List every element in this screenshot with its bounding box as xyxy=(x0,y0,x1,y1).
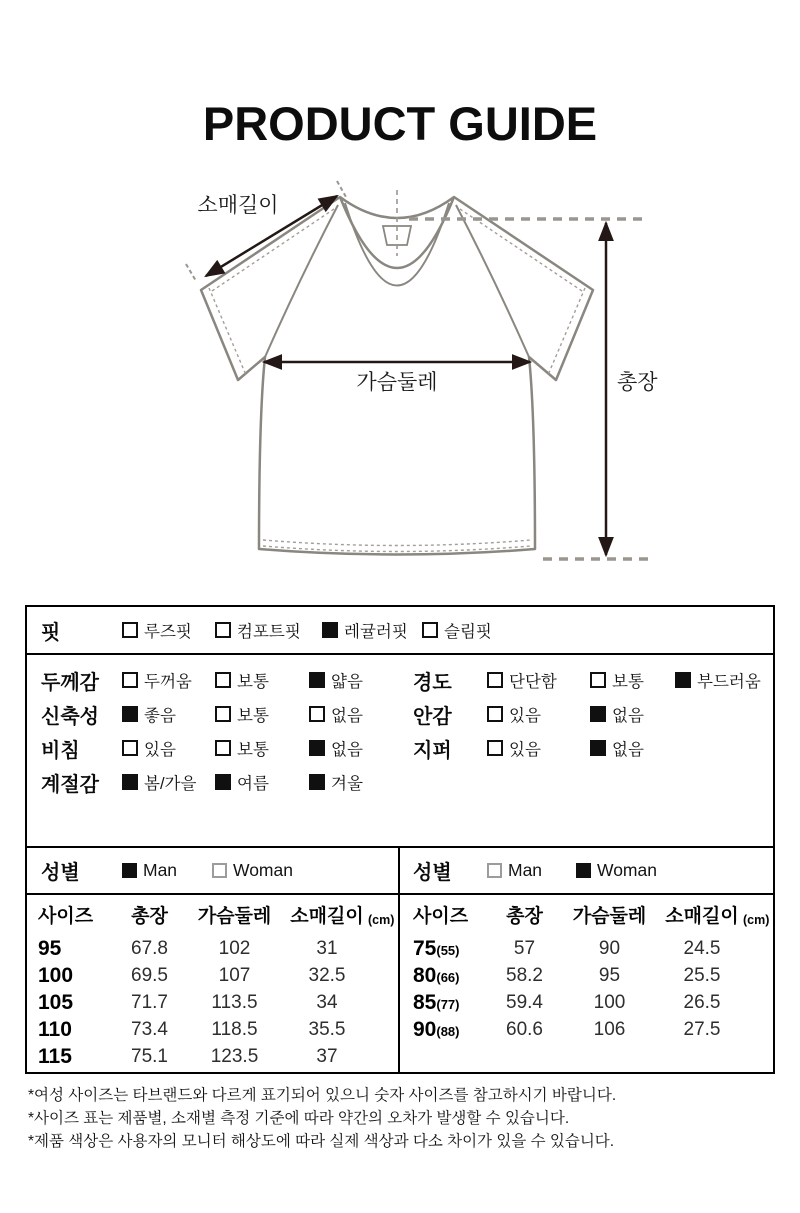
attribute-label: 신축성 xyxy=(41,705,99,728)
col-header-sleeve: 소매길이 xyxy=(290,906,364,927)
attribute-label: 두께감 xyxy=(41,671,99,694)
attributes-section xyxy=(27,655,773,848)
chest-cell: 95 xyxy=(598,964,621,986)
size-cell: 90(88) xyxy=(413,1017,460,1041)
page-title: PRODUCT GUIDE xyxy=(202,97,598,150)
col-header-size: 사이즈 xyxy=(38,906,94,927)
gender-label: 성별 xyxy=(41,862,80,884)
checkbox-icon xyxy=(215,622,231,638)
option-label: Woman xyxy=(233,860,293,880)
checkbox-icon xyxy=(675,672,691,688)
option-label: 보통 xyxy=(237,707,269,725)
attribute-option xyxy=(215,736,309,760)
size-table-header xyxy=(400,895,773,935)
attribute-option xyxy=(122,668,215,692)
checkbox-icon xyxy=(122,622,138,638)
length-cell: 59.4 xyxy=(506,991,543,1013)
checkbox-icon xyxy=(576,863,591,878)
col-header-chest: 가슴둘레 xyxy=(197,906,272,927)
option-label: 보통 xyxy=(612,673,644,691)
attribute-label: 계절감 xyxy=(41,773,99,796)
size-table-row xyxy=(400,989,773,1016)
option-label: 좋음 xyxy=(144,707,176,725)
attribute-label: 안감 xyxy=(413,705,452,728)
sleeve-cell: 27.5 xyxy=(683,1018,721,1040)
size-cell: 110 xyxy=(38,1017,72,1041)
size-cell: 80(66) xyxy=(413,963,460,987)
gender-option xyxy=(576,860,657,881)
option-label: 보통 xyxy=(237,741,269,759)
sleeve-cell: 34 xyxy=(316,991,338,1013)
footnote-line: *제품 색상은 사용자의 모니터 해상도에 따라 실제 색상과 다소 차이가 있을 수 있습니다. xyxy=(28,1133,615,1150)
attribute-row xyxy=(27,663,400,697)
sleeve-cell: 24.5 xyxy=(683,937,721,959)
option-label: 컴포트핏 xyxy=(237,623,301,641)
checkbox-icon xyxy=(122,774,138,790)
checkbox-icon xyxy=(122,706,138,722)
option-label: 없음 xyxy=(612,707,644,725)
option-label: 있음 xyxy=(509,741,541,759)
size-table-row xyxy=(27,1016,398,1043)
option-label: 있음 xyxy=(509,707,541,725)
attribute-option xyxy=(487,668,590,692)
checkbox-icon xyxy=(215,706,231,722)
checkbox-icon xyxy=(122,672,138,688)
fit-label: 핏 xyxy=(41,621,61,644)
unit-label: (cm) xyxy=(368,913,395,927)
option-label: 루즈핏 xyxy=(144,623,192,641)
attribute-option xyxy=(122,702,215,726)
attribute-option xyxy=(215,770,309,794)
size-table-row xyxy=(27,935,398,962)
attribute-option xyxy=(309,770,363,794)
attribute-option xyxy=(215,668,309,692)
option-label: 있음 xyxy=(144,741,176,759)
checkbox-icon xyxy=(487,672,503,688)
checkbox-icon xyxy=(590,740,606,756)
option-label: 얇음 xyxy=(331,673,363,691)
checkbox-icon xyxy=(215,672,231,688)
checkbox-icon xyxy=(215,774,231,790)
option-label: Man xyxy=(508,860,543,880)
attribute-row xyxy=(400,663,773,697)
checkbox-icon xyxy=(122,740,138,756)
attribute-row xyxy=(27,697,400,731)
sleeve-cell: 31 xyxy=(316,937,338,959)
chest-cell: 102 xyxy=(218,937,251,959)
fit-option xyxy=(122,618,215,642)
chest-cell: 100 xyxy=(593,991,626,1013)
size-table-row xyxy=(400,962,773,989)
attribute-row xyxy=(27,731,400,765)
women-size-table xyxy=(400,848,773,1072)
attribute-option xyxy=(487,736,590,760)
attribute-option xyxy=(675,668,761,692)
chest-label: 가슴둘레 xyxy=(356,371,438,394)
tshirt-measurement-diagram xyxy=(0,160,800,605)
attribute-option xyxy=(309,668,363,692)
size-section xyxy=(27,848,773,1072)
option-label: 부드러움 xyxy=(697,673,761,691)
checkbox-icon xyxy=(590,706,606,722)
gender-row xyxy=(400,848,773,895)
option-label: 없음 xyxy=(331,707,363,725)
checkbox-icon xyxy=(122,863,137,878)
option-label: 슬림핏 xyxy=(444,623,492,641)
sleeve-tick-bottom xyxy=(186,264,196,281)
chest-cell: 106 xyxy=(593,1018,626,1040)
length-cell: 57 xyxy=(513,937,536,959)
checkbox-icon xyxy=(212,863,227,878)
sleeve-tick-top xyxy=(337,181,346,197)
col-header-chest: 가슴둘레 xyxy=(572,906,647,927)
option-label: 겨울 xyxy=(331,775,363,793)
attribute-option xyxy=(590,668,675,692)
size-table-row xyxy=(400,935,773,962)
size-cell: 105 xyxy=(38,990,74,1014)
gender-option xyxy=(122,860,212,881)
size-table-row xyxy=(27,989,398,1016)
size-cell: 95 xyxy=(38,936,62,960)
attribute-option xyxy=(122,770,215,794)
attribute-option xyxy=(487,702,590,726)
col-header-length: 총장 xyxy=(131,906,168,927)
sleeve-cell: 35.5 xyxy=(308,1018,346,1040)
gender-option xyxy=(487,860,576,881)
footnote-line: *여성 사이즈는 타브랜드와 다르게 표기되어 있으니 숫자 사이즈를 참고하시기 바랍니다. xyxy=(28,1087,617,1104)
attribute-row xyxy=(400,731,773,765)
option-label: 여름 xyxy=(237,775,269,793)
option-label: 보통 xyxy=(237,673,269,691)
length-cell: 69.5 xyxy=(131,964,168,986)
fit-option xyxy=(422,618,492,642)
checkbox-icon xyxy=(422,622,438,638)
attribute-row xyxy=(27,765,400,799)
gender-option xyxy=(212,860,293,881)
spec-table xyxy=(25,605,775,1074)
length-cell: 71.7 xyxy=(131,991,168,1013)
option-label: 없음 xyxy=(331,741,363,759)
checkbox-icon xyxy=(322,622,338,638)
sleeve-length-label: 소매길이 xyxy=(197,194,279,217)
size-table-row xyxy=(400,1016,773,1043)
attribute-option xyxy=(122,736,215,760)
attributes-left-column xyxy=(27,663,400,846)
sleeve-cell: 32.5 xyxy=(308,964,346,986)
checkbox-icon xyxy=(215,740,231,756)
option-label: Man xyxy=(143,860,178,880)
chest-cell: 90 xyxy=(598,937,621,959)
size-table-row xyxy=(27,962,398,989)
length-cell: 67.8 xyxy=(131,937,168,959)
checkbox-icon xyxy=(590,672,606,688)
sleeve-cell: 37 xyxy=(316,1045,338,1067)
checkbox-icon xyxy=(487,863,502,878)
size-cell: 85(77) xyxy=(413,990,460,1014)
attribute-label: 비침 xyxy=(41,739,80,762)
fit-row xyxy=(27,607,773,655)
option-label: 레귤러핏 xyxy=(344,623,408,641)
fit-option xyxy=(215,618,322,642)
option-label: 봄/가을 xyxy=(144,775,197,793)
checkbox-icon xyxy=(487,740,503,756)
checkbox-icon xyxy=(309,672,325,688)
checkbox-icon xyxy=(309,774,325,790)
col-header-length: 총장 xyxy=(506,906,543,927)
size-table-row xyxy=(27,1043,398,1070)
total-length-label: 총장 xyxy=(617,371,658,394)
attribute-option xyxy=(309,702,363,726)
attribute-option xyxy=(590,702,644,726)
option-label: 없음 xyxy=(612,741,644,759)
fit-option xyxy=(322,618,422,642)
attribute-row xyxy=(400,697,773,731)
attribute-option xyxy=(590,736,644,760)
length-cell: 75.1 xyxy=(131,1045,168,1067)
col-header-size: 사이즈 xyxy=(413,906,469,927)
length-cell: 58.2 xyxy=(506,964,543,986)
sleeve-cell: 25.5 xyxy=(683,964,721,986)
attribute-label: 경도 xyxy=(413,671,452,694)
size-cell: 100 xyxy=(38,963,74,987)
attributes-right-column xyxy=(400,663,773,846)
attribute-label: 지퍼 xyxy=(413,739,452,762)
col-header-sleeve: 소매길이 xyxy=(665,906,739,927)
length-cell: 60.6 xyxy=(506,1018,543,1040)
size-table-header xyxy=(27,895,398,935)
footnote-line: *사이즈 표는 제품별, 소재별 측정 기준에 따라 약간의 오차가 발생할 수 있습니다. xyxy=(28,1110,570,1127)
attribute-option xyxy=(309,736,363,760)
length-cell: 73.4 xyxy=(131,1018,168,1040)
gender-label: 성별 xyxy=(413,862,452,884)
size-cell: 115 xyxy=(38,1044,72,1068)
chest-cell: 118.5 xyxy=(211,1018,258,1040)
option-label: 두꺼움 xyxy=(144,673,192,691)
size-cell: 75(55) xyxy=(413,936,460,960)
unit-label: (cm) xyxy=(743,913,770,927)
chest-cell: 113.5 xyxy=(211,991,258,1013)
checkbox-icon xyxy=(309,706,325,722)
gender-row xyxy=(27,848,398,895)
footnotes xyxy=(28,1084,616,1153)
option-label: 단단함 xyxy=(509,673,557,691)
attribute-option xyxy=(215,702,309,726)
chest-cell: 107 xyxy=(218,964,251,986)
men-size-table xyxy=(27,848,400,1072)
checkbox-icon xyxy=(309,740,325,756)
sleeve-cell: 26.5 xyxy=(683,991,721,1013)
option-label: Woman xyxy=(597,860,657,880)
checkbox-icon xyxy=(487,706,503,722)
chest-cell: 123.5 xyxy=(210,1045,259,1067)
